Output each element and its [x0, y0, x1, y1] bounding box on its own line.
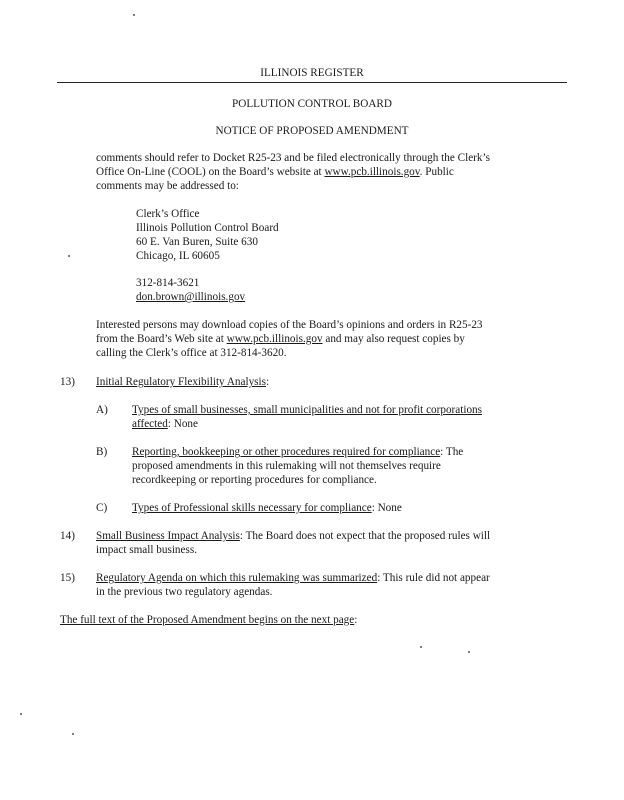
address-phone: 312-814-3621 [136, 277, 200, 289]
item-15-line-2: in the previous two regulatory agendas. [96, 586, 273, 598]
item-13b-line-1 [132, 446, 463, 460]
download-line-2-pre: from the Board’s Web site at [96, 333, 227, 345]
closing-line [60, 614, 357, 628]
item-13b-title: Reporting, bookkeeping or other procedures required for compliance [132, 446, 441, 458]
notice-title: NOTICE OF PROPOSED AMENDMENT [215, 125, 409, 137]
item-13a-answer: : None [167, 418, 198, 430]
intro-line-2 [96, 166, 454, 180]
item-13-colon: : [265, 376, 270, 388]
address-email-link[interactable]: don.brown@illinois.gov [136, 291, 246, 303]
item-15-line-1 [96, 572, 490, 586]
item-13b-letter: B) [96, 446, 108, 458]
item-15-title: Regulatory Agenda on which this rulemaking was summarized [96, 572, 378, 584]
item-13a-affected: affected [132, 418, 168, 430]
item-13-number: 13) [60, 376, 75, 388]
intro-line-2-post: . Public [419, 166, 454, 178]
item-13c-answer: : None [371, 502, 402, 514]
item-13-heading [96, 376, 269, 390]
item-14-line-1 [96, 530, 490, 544]
item-13b-line-2: proposed amendments in this rulemaking will not themselves require [132, 460, 441, 472]
download-line-3: calling the Clerk’s office at 312-814-3620. [96, 347, 287, 359]
closing-text: The full text of the Proposed Amendment begins on the next page [60, 614, 355, 626]
item-13c-letter: C) [96, 502, 108, 514]
item-13a-letter: A) [96, 404, 108, 416]
item-13c-line [132, 502, 402, 516]
address-city: Chicago, IL 60605 [136, 250, 220, 262]
board-website-link-2[interactable]: www.pcb.illinois.gov [226, 333, 323, 345]
scan-speck [420, 646, 422, 648]
board-website-link[interactable]: www.pcb.illinois.gov [324, 166, 420, 178]
item-13a-line-2 [132, 418, 198, 432]
item-13b-line-3: recordkeeping or reporting procedures for compliance. [132, 474, 377, 486]
download-line-2 [96, 333, 465, 347]
item-13a-line-1: Types of small businesses, small municipalities and not for profit corporations [132, 404, 483, 416]
scan-speck [68, 255, 70, 257]
item-14-number: 14) [60, 530, 75, 542]
item-15-rest: : This rule did not appear [377, 572, 490, 584]
board-title: POLLUTION CONTROL BOARD [232, 98, 392, 110]
header-rule [57, 82, 567, 83]
intro-line-1: comments should refer to Docket R25-23 and be filed electronically through the Clerk’s [96, 152, 490, 164]
scan-speck [468, 651, 470, 653]
item-15-number: 15) [60, 572, 75, 584]
item-13b-rest: : The [440, 446, 464, 458]
intro-line-3: comments may be addressed to: [96, 180, 239, 192]
register-title: ILLINOIS REGISTER [260, 67, 364, 79]
scan-speck [133, 14, 135, 16]
item-13c-title: Types of Professional skills necessary for compliance [132, 502, 372, 514]
scan-speck [20, 713, 22, 715]
item-13-title: Initial Regulatory Flexibility Analysis [96, 376, 266, 388]
scan-speck [72, 733, 74, 735]
download-line-2-post: and may also request copies by [322, 333, 465, 345]
address-org: Illinois Pollution Control Board [136, 222, 279, 234]
address-name: Clerk’s Office [136, 208, 200, 220]
address-street: 60 E. Van Buren, Suite 630 [136, 236, 258, 248]
item-14-rest: : The Board does not expect that the proposed rules will [239, 530, 491, 542]
item-14-title: Small Business Impact Analysis [96, 530, 240, 542]
download-line-1: Interested persons may download copies of the Board’s opinions and orders in R25-23 [96, 319, 483, 331]
closing-colon: : [354, 614, 358, 626]
intro-line-2-pre: Office On-Line (COOL) on the Board’s website at [96, 166, 325, 178]
item-14-line-2: impact small business. [96, 544, 197, 556]
